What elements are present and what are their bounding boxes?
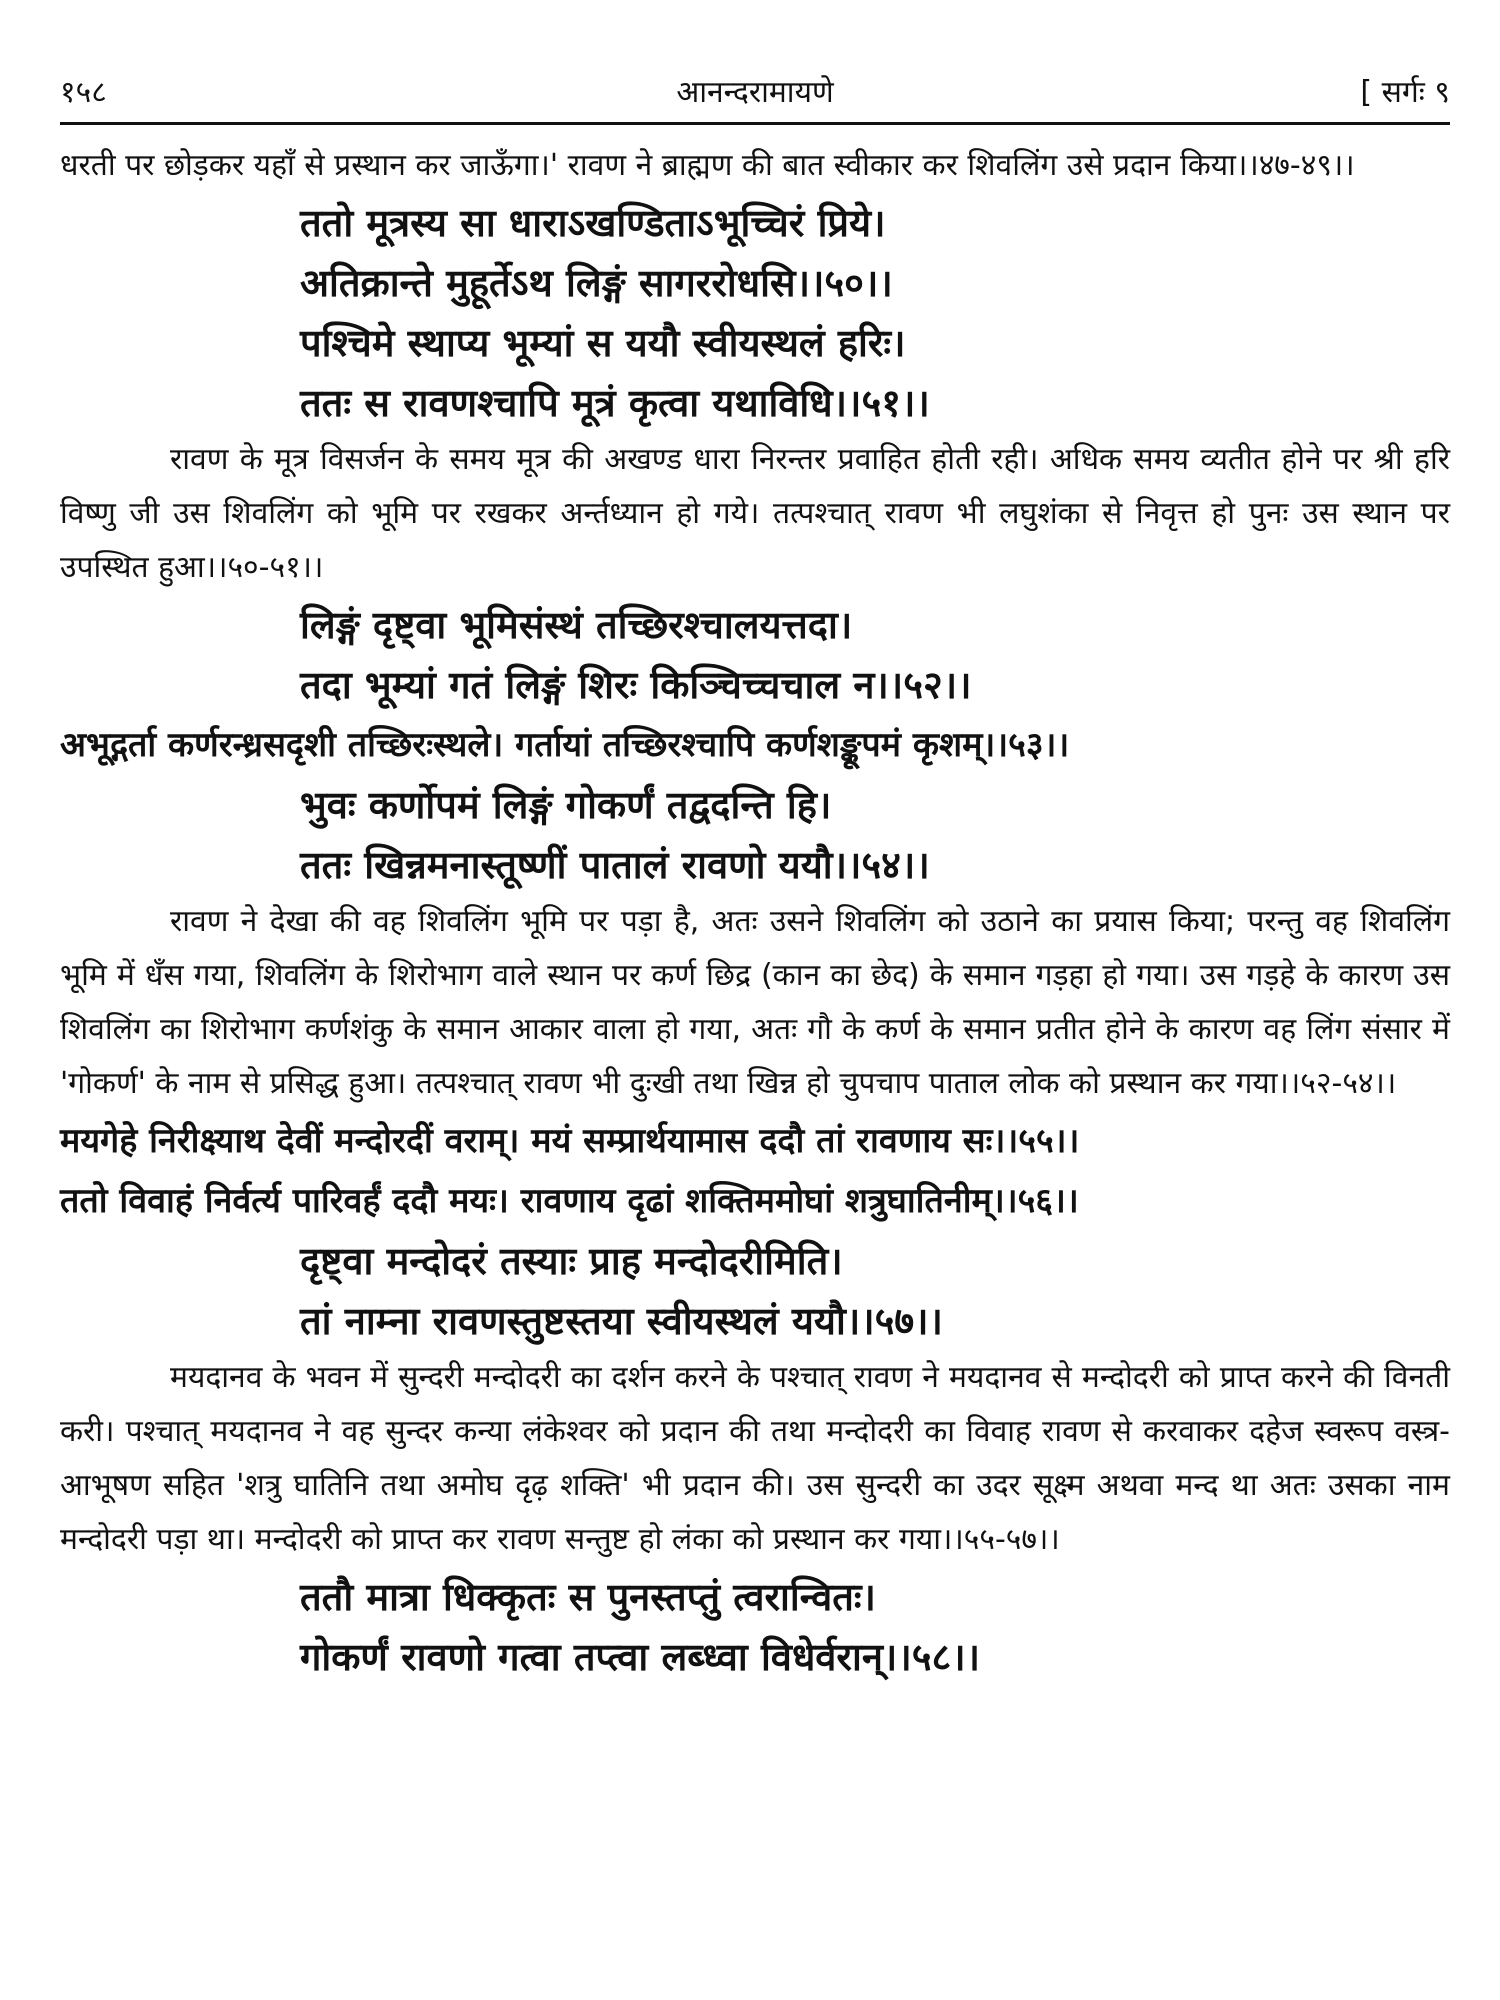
translation-paragraph: धरती पर छोड़कर यहाँ से प्रस्थान कर जाऊँगा।' रावण ने ब्राह्मण की बात स्वीकार कर शिवलिंग उसे प्रदान किया।।४७-४९।। (60, 148, 1355, 183)
verse-line-full: मयगेहे निरीक्ष्याथ देवीं मन्दोरदीं वराम्। मयं सम्प्रार्थयामास ददौ तां रावणाय सः।।५५।। (60, 1121, 1080, 1161)
translation-paragraph: मयदानव के भवन में सुन्दरी मन्दोदरी का दर्शन करने के पश्चात् रावण ने मयदानव से मन्दोदरी को प्राप्त करने की विनती करी। पश्चात् मयदानव ने वह सुन्दर कन्या लंकेश्वर को प्रदान की तथा मन्दोदरी का विवाह रावण से करवाकर दहेज स्वरूप वस्त्र-आभूषण सहित 'शत्रु घातिनि तथा अमोघ दृढ़ शक्ति' भी प्रदान की। उस सुन्दरी का उदर सूक्ष्म अथवा मन्द था अतः उसका नाम मन्दोदरी पड़ा था। मन्दोदरी को प्राप्त कर रावण सन्तुष्ट हो लंका को प्रस्थान कर गया।।५५-५७।। (60, 1360, 1450, 1557)
verse-line: ततौ मात्रा धिक्कृतः स पुनस्तप्तुं त्वरान्वितः। (300, 1575, 876, 1619)
translation-paragraph: रावण के मूत्र विसर्जन के समय मूत्र की अखण्ड धारा निरन्तर प्रवाहित होती रही। अधिक समय व्यतीत होने पर श्री हरि विष्णु जी उस शिवलिंग को भूमि पर रखकर अर्न्तध्यान हो गये। तत्पश्चात् रावण भी लघुशंका से निवृत्त हो पुनः उस स्थान पर उपस्थित हुआ।।५०-५१।। (60, 442, 1450, 585)
page-number: १५८ (60, 75, 107, 110)
verse-line: ततः खिन्नमनास्तूष्णीं पातालं रावणो ययौ।।५४।। (300, 843, 930, 887)
verse-line: पश्चिमे स्थाप्य भूम्यां स ययौ स्वीयस्थलं हरिः। (300, 321, 906, 365)
verse-line: तदा भूम्यां गतं लिङ्गं शिरः किञ्चिच्चचाल न।।५२।। (300, 663, 972, 707)
book-title: आनन्दरामायणे (676, 75, 834, 110)
verse-line: अतिक्रान्ते मुहूर्तेऽथ लिङ्गं सागररोधसि।।५०।। (300, 261, 893, 305)
verse-line: गोकर्णं रावणो गत्वा तप्त्वा लब्ध्वा विधेर्वरान्।।५८।। (300, 1635, 981, 1679)
book-page (60, 60, 1450, 1980)
verse-line: तां नाम्ना रावणस्तुष्टस्तया स्वीयस्थलं ययौ।।५७।। (300, 1299, 943, 1343)
verse-line: भुवः कर्णोपमं लिङ्गं गोकर्णं तद्वदन्ति हि। (300, 783, 832, 827)
verse-line-full: अभूद्गर्ता कर्णरन्ध्रसदृशी तच्छिरःस्थले। गर्तायां तच्छिरश्चापि कर्णशङ्कूपमं कृशम्।।५३।। (60, 725, 1070, 765)
verse-line: ततो मूत्रस्य सा धाराऽखण्डिताऽभूच्चिरं प्रिये। (300, 201, 886, 245)
verse-line: दृष्ट्वा मन्दोदरं तस्याः प्राह मन्दोदरीमिति। (300, 1239, 843, 1283)
verse-line: लिङ्गं दृष्ट्वा भूमिसंस्थं तच्छिरश्चालयत्तदा। (300, 603, 853, 647)
verse-line-full: ततो विवाहं निर्वर्त्य पारिवर्हं ददौ मयः। रावणाय दृढां शक्तिममोघां शत्रुघातिनीम्।।५६।। (60, 1181, 1079, 1221)
verse-line: ततः स रावणश्चापि मूत्रं कृत्वा यथाविधि।।५१।। (300, 381, 930, 425)
header-rule (60, 122, 1450, 125)
section-label: [ सर्गः ९ (1360, 75, 1450, 110)
translation-paragraph: रावण ने देखा की वह शिवलिंग भूमि पर पड़ा है, अतः उसने शिवलिंग को उठाने का प्रयास किया; परन्तु वह शिवलिंग भूमि में धँस गया, शिवलिंग के शिरोभाग वाले स्थान पर कर्ण छिद्र (कान का छेद) के समान गड़हा हो गया। उस गड़हे के कारण उस शिवलिंग का शिरोभाग कर्णशंकु के समान आकार वाला हो गया, अतः गौ के कर्ण के समान प्रतीत होने के कारण वह लिंग संसार में 'गोकर्ण' के नाम से प्रसिद्ध हुआ। तत्पश्चात् रावण भी दुःखी तथा खिन्न हो चुपचाप पाताल लोक को प्रस्थान कर गया।।५२-५४।। (60, 904, 1450, 1101)
page-header (60, 60, 1450, 116)
